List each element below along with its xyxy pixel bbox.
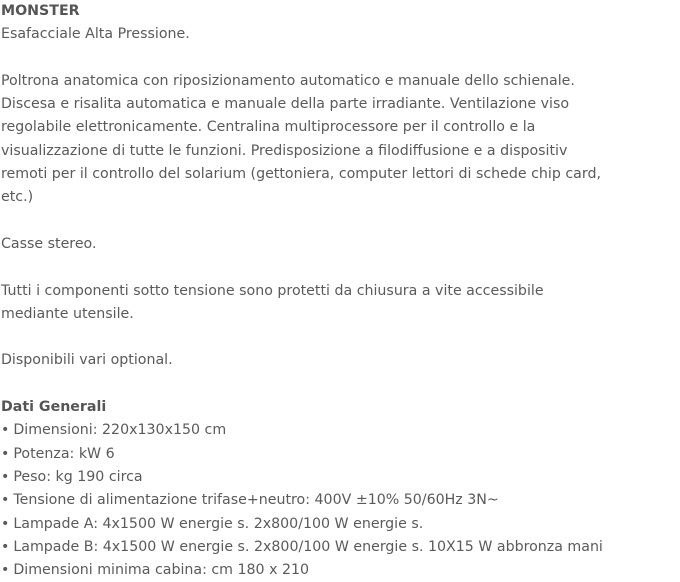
spacer	[1, 256, 680, 279]
description-line: regolabile elettronicamente. Centralina multiprocessore per il controllo e la	[1, 119, 536, 136]
bullet-icon: •	[1, 422, 10, 439]
product-name: MONSTER	[1, 3, 80, 19]
bullet-icon: •	[1, 468, 10, 485]
safety-paragraph	[1, 280, 680, 327]
spec-item	[1, 466, 680, 489]
spec-item	[1, 419, 680, 442]
safety-line: mediante utensile.	[1, 305, 134, 322]
audio-paragraph: Casse stereo.	[1, 235, 97, 252]
description-line: Poltrona anatomica con riposizionamento automatico e manuale dello schienale.	[1, 72, 575, 89]
specs-list	[1, 419, 680, 582]
spec-text: Lampade B: 4x1500 W energie s. 2x800/100 W energie s. 10X15 W abbronza mani	[13, 538, 603, 555]
spec-text: Lampade A: 4x1500 W energie s. 2x800/100 W energie s.	[13, 515, 424, 532]
bullet-icon: •	[1, 515, 10, 532]
spacer	[1, 47, 680, 70]
bullet-icon: •	[1, 445, 10, 462]
spec-item	[1, 513, 680, 536]
spec-item	[1, 559, 680, 582]
spec-text: Dimensioni: 220x130x150 cm	[13, 422, 227, 439]
spec-text: Tensione di alimentazione trifase+neutro: 400V ±10% 50/60Hz 3N~	[13, 492, 499, 509]
specs-heading: Dati Generali	[1, 399, 107, 416]
spec-item	[1, 536, 680, 559]
description-line: Discesa e risalita automatica e manuale della parte irradiante. Ventilazione viso	[1, 96, 570, 113]
spec-text: Dimensioni minima cabina: cm 180 x 210	[13, 562, 310, 579]
spacer	[1, 210, 680, 233]
spec-text: Potenza: kW 6	[13, 445, 115, 462]
spec-item	[1, 443, 680, 466]
description-line: etc.)	[1, 189, 34, 206]
description-line: visualizzazione di tutte le funzioni. Predisposizione a filodiffusione e a dispositiv	[1, 142, 568, 159]
spacer	[1, 373, 680, 396]
optional-paragraph: Disponibili vari optional.	[1, 352, 173, 369]
spec-text: Peso: kg 190 circa	[13, 468, 143, 485]
safety-line: Tutti i componenti sotto tensione sono protetti da chiusura a vite accessibile	[1, 282, 544, 299]
spec-item	[1, 489, 680, 512]
bullet-icon: •	[1, 538, 10, 555]
spacer	[1, 326, 680, 349]
product-subtitle: Esafacciale Alta Pressione.	[1, 26, 190, 43]
bullet-icon: •	[1, 492, 10, 509]
bullet-icon: •	[1, 562, 10, 579]
description-paragraph	[1, 70, 680, 210]
description-line: remoti per il controllo del solarium (gettoniera, computer lettori di schede chip card,	[1, 166, 601, 183]
